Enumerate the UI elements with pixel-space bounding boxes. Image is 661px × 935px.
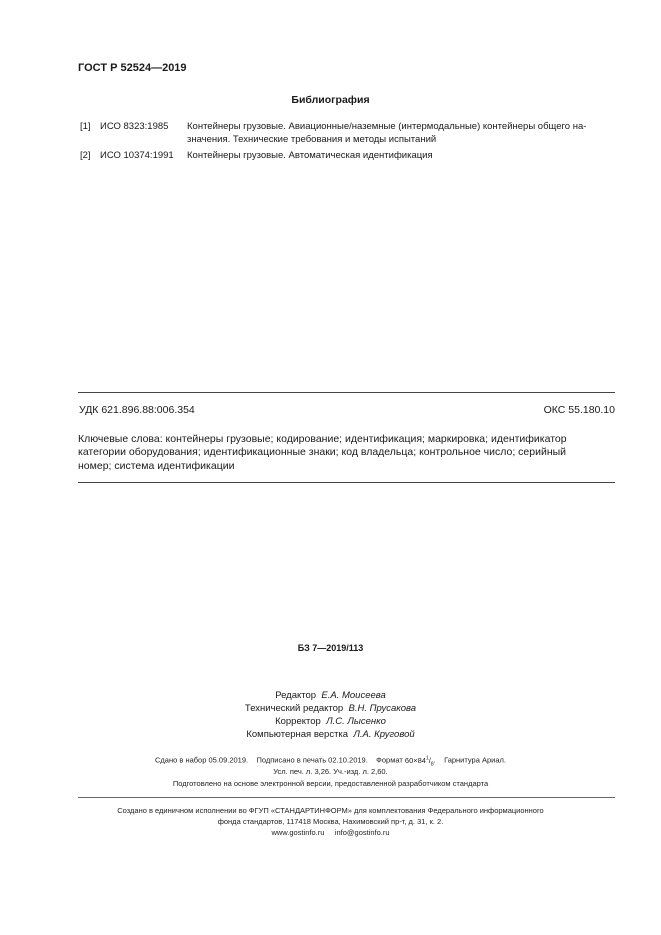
oks-code: ОКС 55.180.10 — [543, 404, 615, 416]
divider-line — [78, 392, 615, 393]
imprint-line: Сдано в набор 05.09.2019. Подписано в печать 02.10.2019. Формат $60\times 84^1/_8$. Гарнитура Ариал. — [155, 755, 506, 767]
staff-line — [0, 716, 661, 727]
staff-name: Л.А. Круговой — [353, 729, 415, 740]
signed-date: Подписано в печать 02.10.2019. — [256, 755, 368, 765]
staff-name: В.Н. Прусакова — [348, 703, 417, 714]
reference-text — [187, 150, 615, 163]
email-link[interactable]: info@gostinfo.ru — [334, 828, 390, 837]
staff-line — [0, 729, 661, 740]
staff-line — [0, 703, 661, 714]
standard-code: ГОСТ Р 52524—2019 — [78, 62, 187, 74]
reference-text-line: Контейнеры грузовые. Автоматическая идентификация — [187, 150, 433, 161]
bz-number: БЗ 7—2019/113 — [297, 643, 364, 653]
prepared-note: Подготовлено на основе электронной версии, предоставленной разработчиком стандарта — [172, 779, 489, 788]
divider-line — [78, 797, 615, 798]
udk-code: УДК 621.896.88:006.354 — [79, 404, 195, 416]
staff-role: Технический редактор — [244, 703, 344, 714]
reference-text-line: Контейнеры грузовые. Авиационные/наземные (интермодальные) контейнеры общего на- — [187, 121, 587, 132]
staff-name: Е.А. Моисеева — [321, 690, 386, 701]
keywords-line: Ключевые слова: контейнеры грузовые; кодирование; идентификация; маркировка; идентификатор — [78, 433, 567, 445]
website-link[interactable]: www.gostinfo.ru — [271, 828, 325, 837]
divider-line — [78, 482, 615, 483]
keywords-line: категории оборудования; идентификационные знаки; код владельца; контрольное число; серийный — [78, 446, 567, 459]
reference-number: [2] — [80, 150, 91, 161]
created-note: Создано в единичном исполнении во ФГУП «СТАНДАРТИНФОРМ» для комплектования Федерального информационного — [117, 806, 544, 815]
format-value: $60\times 84^1/_8$ — [404, 755, 434, 767]
reference-code: ИСО 10374:1991 — [100, 150, 174, 161]
font-info: Гарнитура Ариал. — [444, 755, 506, 765]
staff-role: Корректор — [275, 716, 321, 727]
created-note: фонда стандартов, 117418 Москва, Нахимовский пр-т, д. 31, к. 2. — [217, 817, 444, 826]
staff-line — [0, 690, 661, 701]
keywords-line: номер; система идентификации — [78, 459, 235, 472]
staff-name: Л.С. Лысенко — [326, 716, 386, 727]
reference-code: ИСО 8323:1985 — [100, 121, 169, 132]
reference-text-line: значения. Технические требования и методы испытаний — [187, 133, 437, 145]
sent-date: Сдано в набор 05.09.2019. — [155, 755, 249, 765]
staff-role: Компьютерная верстка — [246, 729, 349, 740]
reference-text — [187, 121, 615, 146]
keywords-block — [78, 433, 615, 473]
contacts-line — [0, 828, 661, 837]
sheets-info: Усл. печ. л. 3,26. Уч.-изд. л. 2,60. — [273, 767, 388, 776]
reference-number: [1] — [80, 121, 91, 132]
staff-role: Редактор — [275, 690, 317, 701]
bibliography-title: Библиография — [291, 94, 370, 106]
format-label: Формат — [376, 755, 403, 765]
